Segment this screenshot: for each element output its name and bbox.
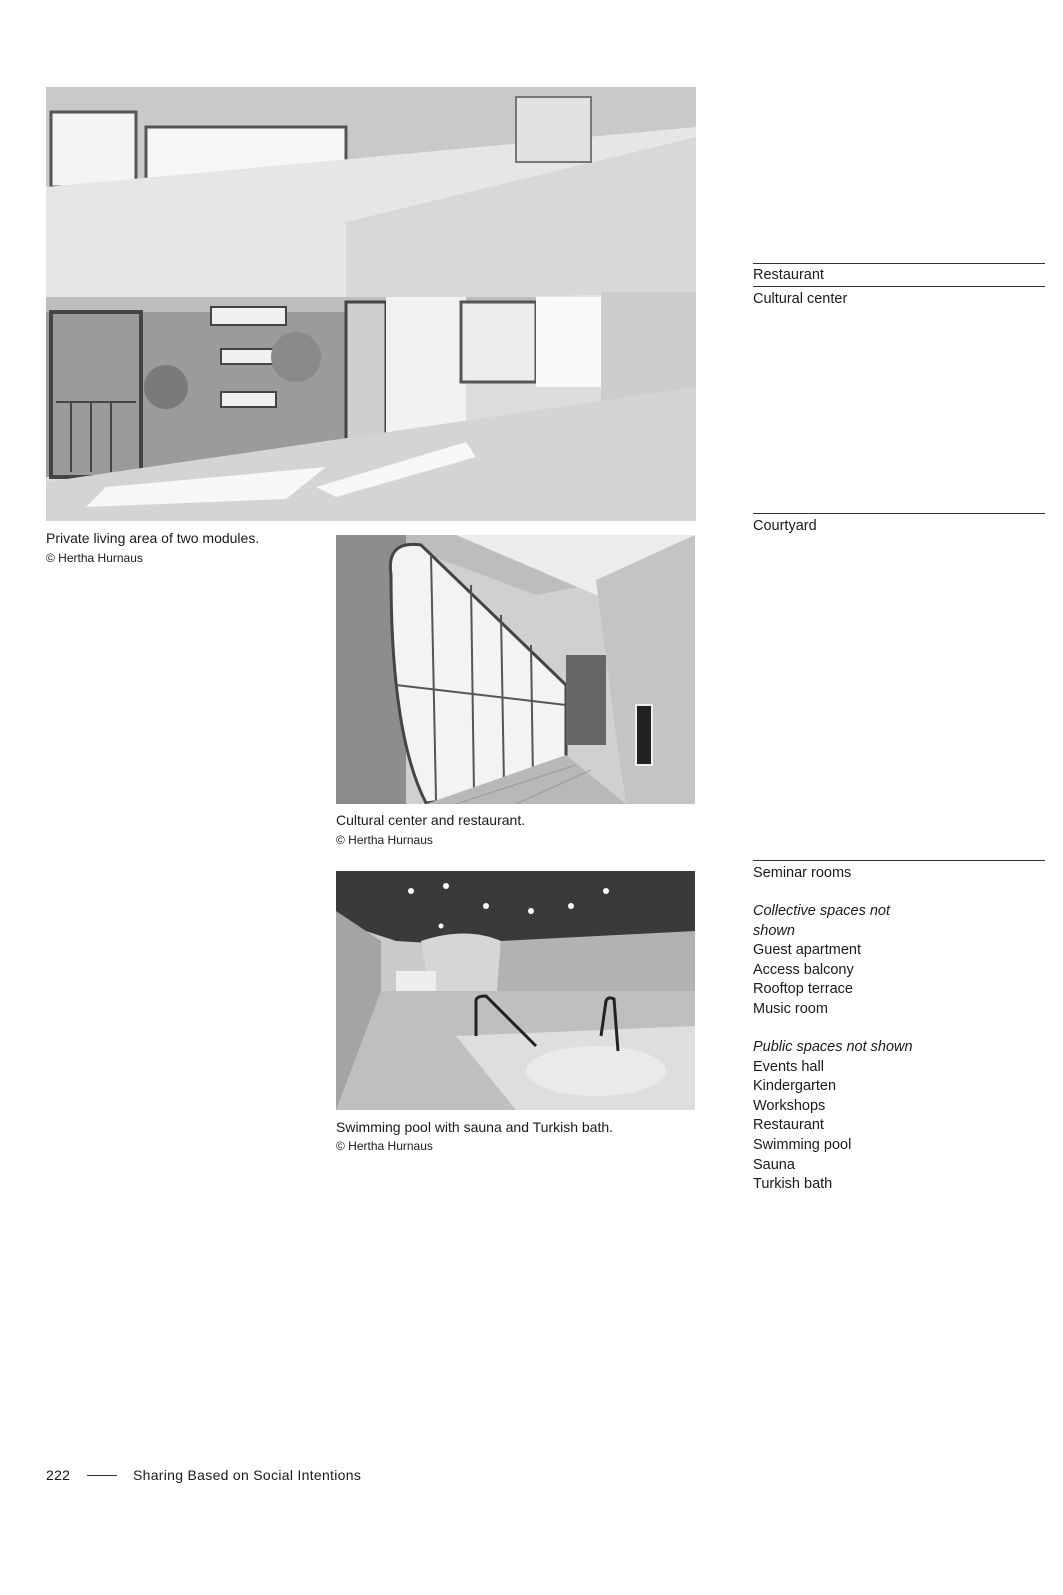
legend-cultural-center: Cultural center (753, 291, 848, 307)
list-item: Kindergarten (753, 1078, 837, 1095)
photo-living-caption: Private living area of two modules. (46, 530, 260, 546)
list-item: Music room (753, 1000, 828, 1017)
public-heading: Public spaces not shown (753, 1039, 913, 1055)
public-spaces-list (753, 1038, 1043, 1195)
photo-cultural-center (336, 535, 695, 804)
collective-heading-line2: shown (753, 922, 795, 939)
list-item: Guest apartment (753, 942, 861, 959)
list-item: Access balcony (753, 961, 854, 978)
list-item: Events hall (753, 1058, 824, 1075)
photo-pool-caption: Swimming pool with sauna and Turkish bath. (336, 1119, 614, 1135)
section-title: Sharing Based on Social Intentions (133, 1467, 362, 1483)
legend-courtyard: Courtyard (753, 518, 817, 534)
legend-rule-restaurant (753, 263, 1045, 264)
list-item: Sauna (753, 1156, 795, 1173)
page-number: 222 (46, 1467, 71, 1483)
legend-seminar-rooms: Seminar rooms (753, 865, 852, 881)
collective-heading-line1: Collective spaces not (753, 903, 891, 919)
photo-swimming-pool (336, 871, 695, 1110)
footer-dash (87, 1475, 117, 1476)
list-item: Workshops (753, 1097, 826, 1114)
legend-rule-seminar-rooms (753, 860, 1045, 861)
legend-restaurant: Restaurant (753, 267, 824, 283)
photo-cultural-caption: Cultural center and restaurant. (336, 812, 526, 828)
list-item: Swimming pool (753, 1136, 852, 1153)
legend-rule-cultural-center (753, 286, 1045, 287)
legend-rule-courtyard (753, 513, 1045, 514)
photo-cultural-credit: © Hertha Hurnaus (336, 833, 433, 847)
photo-pool-credit: © Hertha Hurnaus (336, 1139, 433, 1153)
photo-living-credit: © Hertha Hurnaus (46, 551, 143, 565)
photo-living-area (46, 87, 696, 521)
list-item: Restaurant (753, 1117, 824, 1134)
collective-spaces-list (753, 902, 1043, 1020)
list-item: Turkish bath (753, 1176, 833, 1193)
list-item: Rooftop terrace (753, 981, 853, 998)
